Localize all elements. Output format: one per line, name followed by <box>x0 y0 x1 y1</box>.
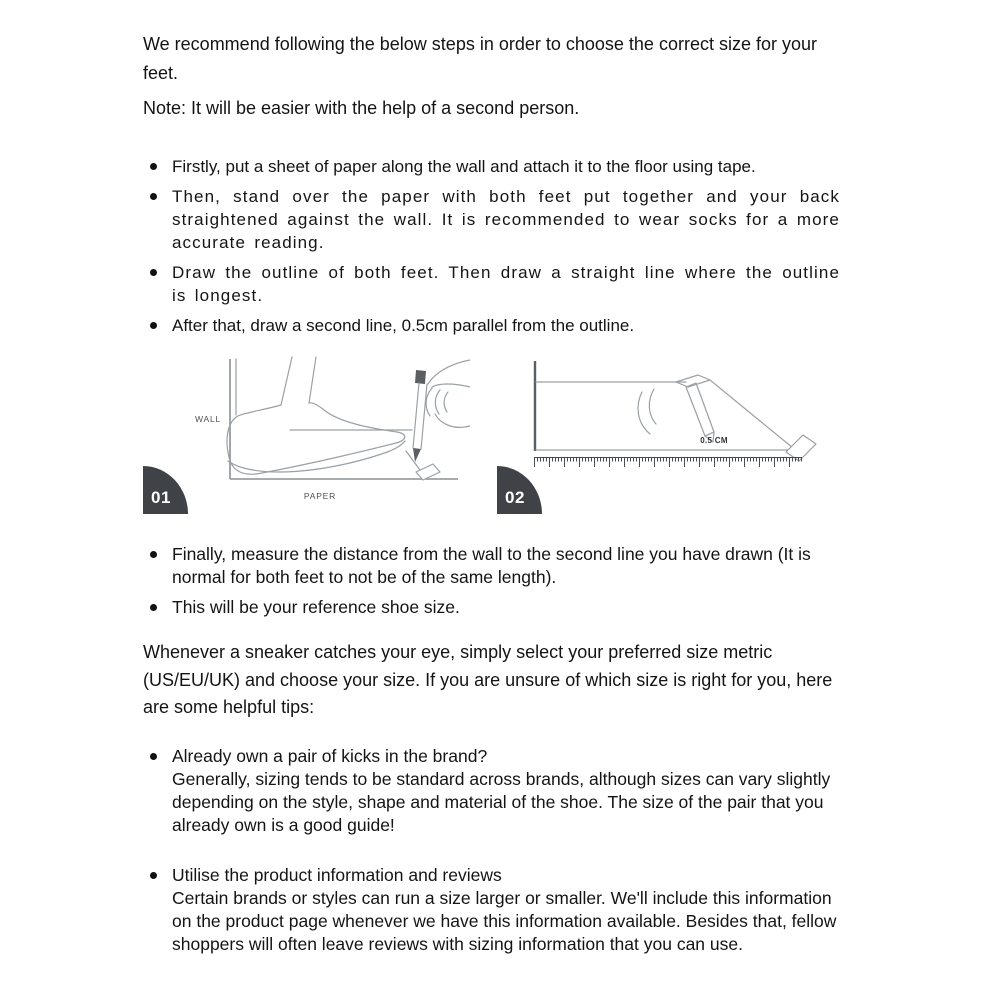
figure-number-badge: 02 <box>497 466 542 514</box>
step-text: This will be your reference shoe size. <box>172 597 460 617</box>
sizing-guide-document <box>143 0 840 956</box>
measuring-steps-list <box>143 155 840 337</box>
list-item <box>150 314 840 337</box>
tape-icon <box>416 464 440 480</box>
list-item <box>150 543 840 589</box>
foot-tracing-illustration <box>140 351 470 516</box>
bullet-icon <box>150 163 157 170</box>
step-text: After that, draw a second line, 0.5cm parallel from the outline. <box>172 316 635 335</box>
figure-01-foot-tracing <box>140 351 470 516</box>
gap-measure-label: 0.5 CM <box>700 436 728 445</box>
step-text: Then, stand over the paper with both feet put together and your back straightened against the wall. It is recommended to wear socks for a more accurate reading. <box>172 187 840 252</box>
list-item <box>150 185 840 254</box>
bullet-icon <box>150 872 157 879</box>
bullet-icon <box>150 269 157 276</box>
tip-text <box>172 864 840 956</box>
leg-outline <box>281 357 316 405</box>
hand-shape <box>676 375 710 387</box>
list-item <box>150 864 840 956</box>
bullet-icon <box>150 193 157 200</box>
step-text: Finally, measure the distance from the wall to the second line you have drawn (It is normal for both feet to not be of the same length). <box>172 544 811 587</box>
tip-title: Already own a pair of kicks in the brand? <box>172 745 488 766</box>
ruler-icon <box>534 457 802 471</box>
parallel-line-illustration <box>490 351 940 516</box>
tip-body: Generally, sizing tends to be standard across brands, although sizes can vary slightly depending on the style, shape and material of the shoe. The size of the pair that you already own is a good guide! <box>172 768 831 835</box>
list-item <box>150 155 840 178</box>
tip-text <box>172 745 840 837</box>
list-item <box>150 745 840 837</box>
tips-list <box>143 745 840 956</box>
step-text: Draw the outline of both feet. Then draw a straight line where the outline is longest. <box>172 263 840 305</box>
tips-intro-paragraph: Whenever a sneaker catches your eye, simply select your preferred size metric (US/EU/UK) and choose your size. If you are unsure of which size is right for you, here are some helpful tips: <box>143 642 833 717</box>
hand-outline <box>426 360 470 427</box>
tip-title: Utilise the product information and reviews <box>172 864 502 885</box>
step-text: Firstly, put a sheet of paper along the wall and attach it to the floor using tape. <box>172 157 756 176</box>
figure-02-parallel-line <box>490 351 940 516</box>
pencil-icon <box>686 383 714 442</box>
foot-outline <box>227 403 412 474</box>
figures-row <box>0 351 1000 519</box>
note-paragraph: Note: It will be easier with the help of a second person. <box>143 98 580 118</box>
hand-outline <box>638 389 656 434</box>
tip-body: Certain brands or styles can run a size larger or smaller. We'll include this information on the product page whenever we have this information available. Besides that, fellow shoppers will often leave reviews with sizing information that you can use. <box>172 887 837 954</box>
figure-number-badge: 01 <box>143 466 188 514</box>
list-item <box>150 261 840 307</box>
bullet-icon <box>150 322 157 329</box>
pencil-icon <box>413 370 427 462</box>
bullet-icon <box>150 753 157 760</box>
wall-label: WALL <box>194 414 222 424</box>
measure-result-list <box>143 543 840 619</box>
bullet-icon <box>150 551 157 558</box>
bullet-icon <box>150 604 157 611</box>
intro-paragraph: We recommend following the below steps in order to choose the correct size for your feet. <box>143 34 817 83</box>
paper-label: PAPER <box>303 491 337 501</box>
list-item <box>150 596 840 619</box>
